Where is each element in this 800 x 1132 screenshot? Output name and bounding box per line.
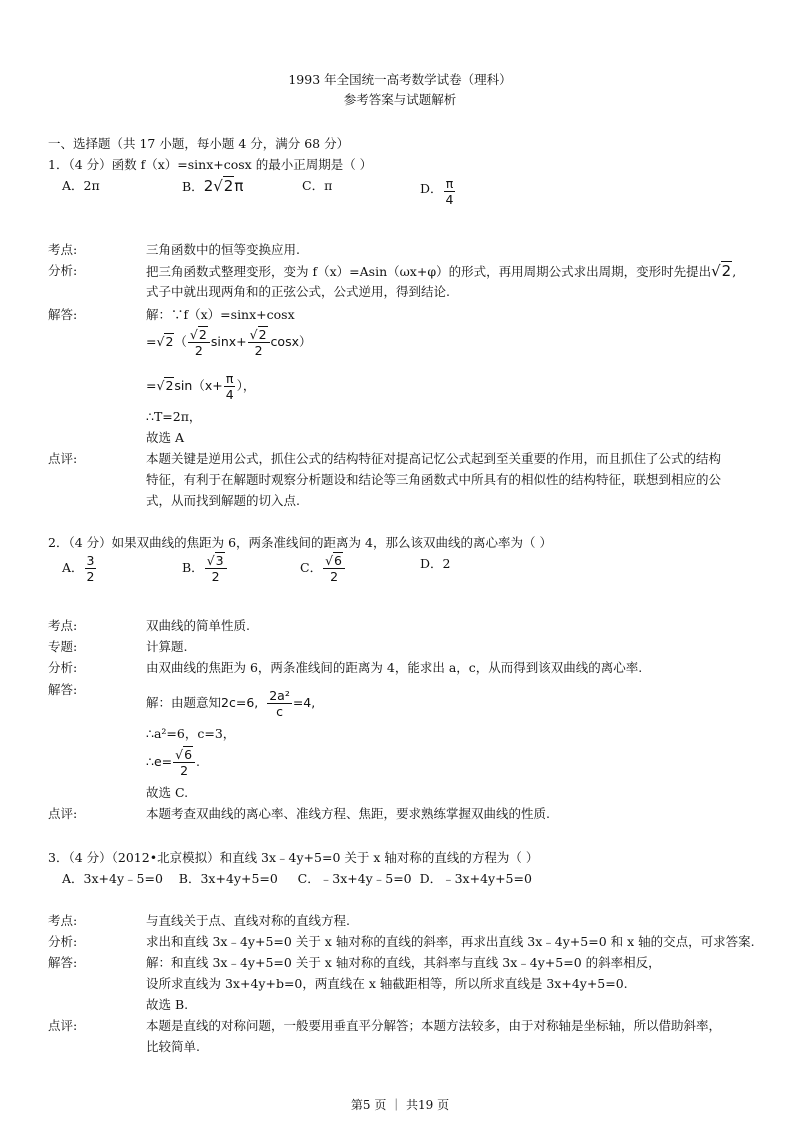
q3-kaodian: 与直线关于点、直线对称的直线方程. xyxy=(146,913,350,928)
q2-zhuanti-label: 专题: xyxy=(48,639,78,654)
q1-dianping-line3: 式，从而找到解题的切入点. xyxy=(146,493,300,508)
q3-kaodian-label: 考点: xyxy=(48,913,78,928)
q3-dianping-label: 点评: xyxy=(48,1018,78,1033)
document-subtitle: 参考答案与试题解析 xyxy=(343,92,457,107)
q2-dianping-label: 点评: xyxy=(48,806,78,821)
q1-dianping-label: 点评: xyxy=(48,451,78,466)
q2-dianping: 本题考查双曲线的离心率、准线方程、焦距，要求熟练掌握双曲线的性质. xyxy=(146,806,550,821)
q3-fenxi-label: 分析: xyxy=(48,934,78,949)
q3-dianping-line1: 本题是直线的对称问题，一般要用垂直平分解答；本题方法较多，由于对称轴是坐标轴，所以借助斜率， xyxy=(146,1018,722,1033)
q1-dianping-line1: 本题关键是逆用公式，抓住公式的结构特征对提高记忆公式起到至关重要的作用，而且抓住了公式的结构 xyxy=(146,451,722,466)
q1-fenxi-label: 分析: xyxy=(48,263,78,278)
q3-solution-line3: 故选 B. xyxy=(146,997,189,1012)
page-footer: 第5 页 ｜ 共19 页 xyxy=(350,1098,450,1112)
q1-option-b: B．2√2π xyxy=(182,177,244,195)
q2-stem: 2．（4 分）如果双曲线的焦距为 6，两条准线间的距离为 4，那么该双曲线的离心率为（ ） xyxy=(48,535,552,550)
document-title: 1993 年全国统一高考数学试卷（理科） xyxy=(288,72,512,87)
q3-options: A．3x+4y﹣5=0 B．3x+4y+5=0 C．﹣3x+4y﹣5=0 D．﹣3x+4y+5=0 xyxy=(62,871,532,886)
q2-solution-step3: ∴e= $\frac{√6}{2}$ . xyxy=(146,747,201,778)
q2-solution-step1: 解：由题意知2c=6, $\frac{\text{2a²}}{c}$ =4, xyxy=(146,688,316,719)
q1-jieda-label: 解答: xyxy=(48,307,78,322)
q2-zhuanti: 计算题. xyxy=(146,639,188,654)
q1-option-a: A．2π xyxy=(62,178,100,193)
q3-dianping-line2: 比较简单. xyxy=(146,1039,200,1054)
q1-solution-step3: =√2sin（x+ $\frac{\pi}{4}$ ）， xyxy=(146,371,256,402)
q2-option-a: A． $\frac{3}{2}$ xyxy=(62,553,95,584)
q2-kaodian: 双曲线的简单性质. xyxy=(146,618,250,633)
q3-solution-line2: 设所求直线为 3x+4y+b=0，两直线在 x 轴截距相等，所以所求直线是 3x+4y+5=0. xyxy=(146,976,628,991)
q1-solution-step1: 解：∵f（x）=sinx+cosx xyxy=(146,307,295,322)
q1-dianping-line2: 特征，有利于在解题时观察分析题设和结论等三角函数式中所具有的相似性的结构特征，联想到相应的公 xyxy=(146,472,722,487)
q3-jieda-label: 解答: xyxy=(48,955,78,970)
q2-option-d: D．2 xyxy=(420,556,451,571)
q3-fenxi: 求出和直线 3x﹣4y+5=0 关于 x 轴对称的直线的斜率，再求出直线 3x﹣4y+5=0 和 x 轴的交点，可求答案. xyxy=(146,934,755,949)
q1-solution-step5: 故选 A xyxy=(146,430,185,445)
q1-kaodian-label: 考点: xyxy=(48,242,78,257)
q2-fenxi: 由双曲线的焦距为 6，两条准线间的距离为 4，能求出 a，c，从而得到该双曲线的离心率. xyxy=(146,660,643,675)
q1-fenxi-line2: 式子中就出现两角和的正弦公式，公式逆用，得到结论. xyxy=(146,284,450,299)
q1-solution-step2: =√2（ $\frac{√2}{2}$ sinx+ $\frac{√2}{2}$ cosx） xyxy=(146,327,312,358)
q3-stem: 3．（4 分）（2012•北京模拟）和直线 3x﹣4y+5=0 关于 x 轴对称的直线的方程为（ ） xyxy=(48,850,539,865)
section-heading: 一、选择题（共 17 小题，每小题 4 分，满分 68 分） xyxy=(48,136,350,151)
q2-kaodian-label: 考点: xyxy=(48,618,78,633)
q1-fenxi-line1: 把三角函数式整理变形，变为 f（x）=Asin（ωx+φ）的形式，再用周期公式求出周期，变形时先提出√2, xyxy=(146,262,737,280)
q2-option-c: C． $\frac{√6}{2}$ xyxy=(300,553,346,584)
q1-solution-step4: ∴T=2π， xyxy=(146,409,202,424)
q2-fenxi-label: 分析: xyxy=(48,660,78,675)
q1-option-c: C．π xyxy=(302,178,333,193)
q1-option-d: D． $\frac{\pi}{4}$ xyxy=(420,176,454,207)
q2-solution-step2: ∴a²=6，c=3， xyxy=(146,726,236,741)
q2-solution-step4: 故选 C. xyxy=(146,785,189,800)
q1-kaodian: 三角函数中的恒等变换应用. xyxy=(146,242,300,257)
q2-jieda-label: 解答: xyxy=(48,682,78,697)
q3-solution-line1: 解：和直线 3x﹣4y+5=0 关于 x 轴对称的直线，其斜率与直线 3x﹣4y+5=0 的斜率相反， xyxy=(146,955,661,970)
q2-option-b: B． $\frac{√3}{2}$ xyxy=(182,553,228,584)
q1-stem: 1．（4 分）函数 f（x）=sinx+cosx 的最小正周期是（ ） xyxy=(48,157,373,172)
